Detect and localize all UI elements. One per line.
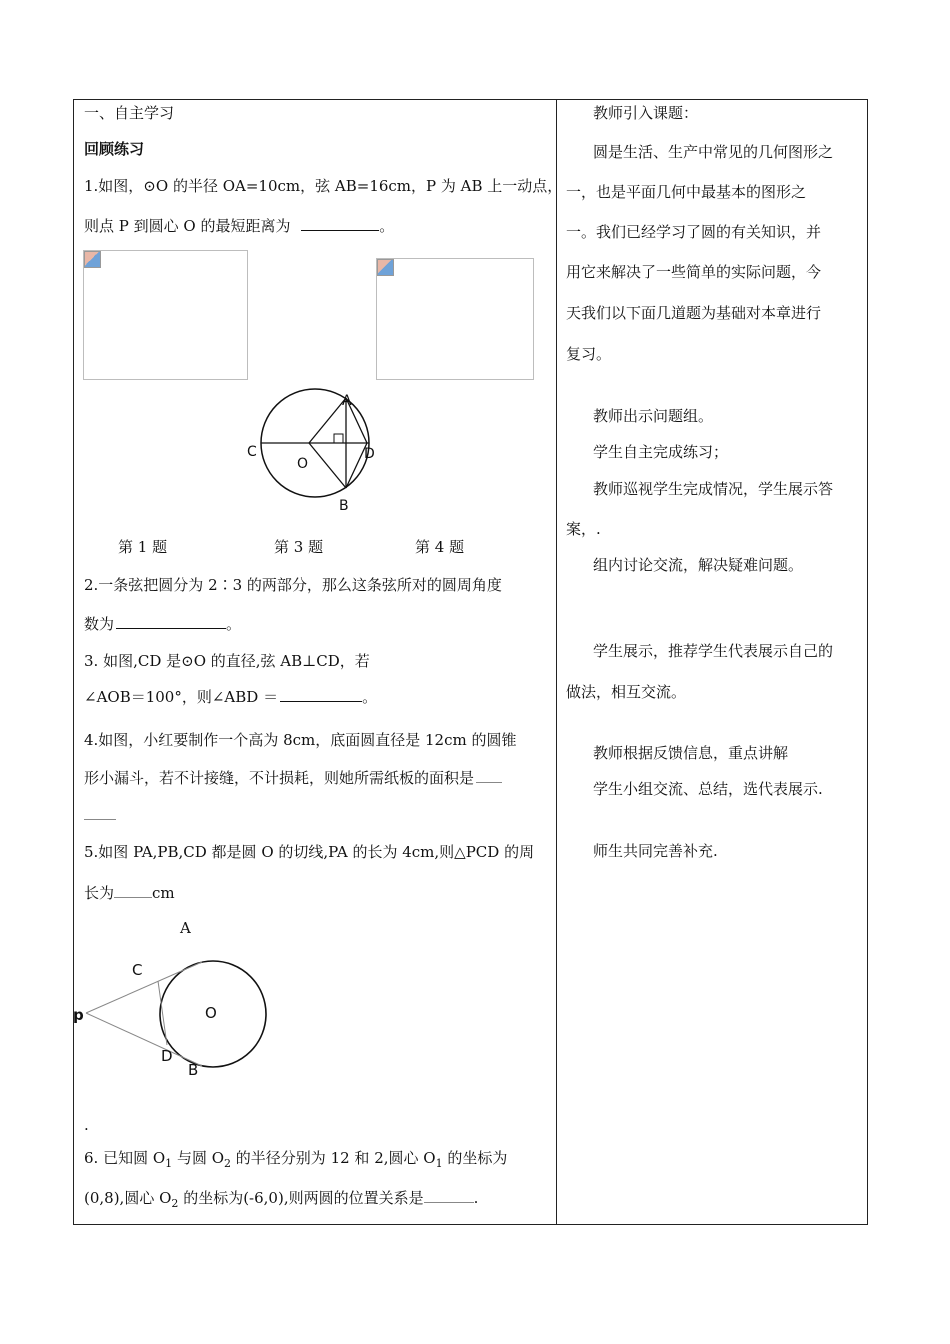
figure-4-caption: 第 4 题 <box>415 538 465 556</box>
teacher-inspects-line-2: 案，. <box>566 520 601 538</box>
tangent-point-b-label: B <box>188 1061 199 1079</box>
right-angle-mark <box>334 434 343 443</box>
tangent-line-pb <box>86 1013 202 1066</box>
answer-blank-6[interactable] <box>424 1188 474 1203</box>
tangent-point-d-label: D <box>161 1047 173 1065</box>
question-5-line1: 5.如图 PA,PB,CD 都是圆 O 的切线,PA 的长为 4cm,则△PCD 的周 <box>84 843 535 861</box>
stray-dot: . <box>84 1116 89 1134</box>
tangent-center-o-label: O <box>205 1004 217 1022</box>
question-1-line1: 1.如图，⊙O 的半径 OA=10cm，弦 AB=16cm，P 为 AB 上一动点， <box>84 177 563 195</box>
answer-blank-2[interactable] <box>116 614 226 629</box>
students-practice: 学生自主完成练习； <box>593 443 729 461</box>
question-6-part-b: 与圆 O <box>176 1149 225 1167</box>
subscript-2: 2 <box>224 1157 232 1170</box>
section-heading: 一、自主学习 <box>84 104 175 122</box>
figure-3-caption: 第 3 题 <box>274 538 324 556</box>
intro-line-3: 一。我们已经学习了圆的有关知识，并 <box>566 223 822 241</box>
question-6-part-f: 的坐标为(-6,0),则两圆的位置关系是 <box>183 1189 424 1207</box>
broken-image-icon <box>84 251 101 268</box>
intro-line-6: 复习。 <box>566 345 612 363</box>
point-c-label: C <box>247 444 257 460</box>
question-3-line2 <box>84 687 377 707</box>
group-summary: 学生小组交流、总结，选代表展示. <box>593 780 823 798</box>
question-2-line2 <box>84 614 241 634</box>
question-4-text: 形小漏斗，若不计接缝，不计损耗，则她所需纸板的面积是 <box>84 769 475 787</box>
lesson-table <box>73 99 868 1225</box>
student-present-line-2: 做法，相互交流。 <box>566 683 687 701</box>
student-present-line-1: 学生展示，推荐学生代表展示自己的 <box>593 642 834 660</box>
teacher-inspects-line-1: 教师巡视学生完成情况，学生展示答 <box>593 480 834 498</box>
joint-supplement: 师生共同完善补充. <box>593 842 718 860</box>
intro-line-2: 一，也是平面几何中最基本的图形之 <box>566 183 807 201</box>
question-1-end: 。 <box>379 217 395 235</box>
question-3-text: ∠AOB＝100°，则∠ABD ＝ <box>84 688 279 706</box>
answer-blank-1[interactable] <box>301 216 379 231</box>
question-6-part-d: 的坐标为 <box>447 1149 508 1167</box>
point-d-label: D <box>364 446 375 462</box>
question-6-part-e: (0,8),圆心 O <box>84 1189 172 1207</box>
tangent-point-p-label: p <box>73 1006 84 1024</box>
tangent-point-c-label: C <box>132 961 143 979</box>
point-a-label: A <box>342 393 352 409</box>
broken-image-icon <box>377 259 394 276</box>
figure-1-image-placeholder <box>83 250 248 380</box>
question-1-line2 <box>84 216 394 236</box>
question-6-line2 <box>84 1188 478 1214</box>
point-b-label: B <box>339 498 349 514</box>
group-discussion: 组内讨论交流，解决疑难问题。 <box>593 556 804 574</box>
answer-blank-3[interactable] <box>280 687 362 702</box>
question-5-text: 长为 <box>84 884 115 902</box>
radius-ob <box>309 443 346 488</box>
question-4-line1: 4.如图，小红要制作一个高为 8cm，底面圆直径是 12cm 的圆锥 <box>84 731 517 749</box>
answer-blank-4a[interactable] <box>476 768 502 783</box>
subscript-4: 2 <box>171 1197 179 1210</box>
figure-1-caption: 第 1 题 <box>118 538 168 556</box>
review-title: 回顾练习 <box>84 140 145 158</box>
answer-blank-4b[interactable] <box>84 805 116 820</box>
question-3-end: 。 <box>362 688 378 706</box>
question-6-end: . <box>473 1189 479 1207</box>
question-2-text: 数为 <box>84 615 115 633</box>
subscript-1: 1 <box>165 1157 173 1170</box>
question-5-line2 <box>84 883 175 903</box>
question-6-line1 <box>84 1148 507 1174</box>
question-4-line3 <box>84 805 116 825</box>
column-divider <box>556 100 557 1224</box>
intro-line-4: 用它来解决了一些简单的实际问题，今 <box>566 263 822 281</box>
tangent-diagram <box>74 945 274 1080</box>
question-6-part-c: 的半径分别为 12 和 2,圆心 O <box>235 1149 436 1167</box>
question-5-unit: cm <box>152 884 175 902</box>
answer-blank-5[interactable] <box>114 883 152 898</box>
subscript-3: 1 <box>435 1157 443 1170</box>
figure-3-image-placeholder <box>376 258 534 380</box>
teacher-shows-questions: 教师出示问题组。 <box>593 407 714 425</box>
teacher-intro: 教师引入课题： <box>593 104 699 122</box>
tangent-line-pa <box>86 962 202 1013</box>
intro-line-1: 圆是生活、生产中常见的几何图形之 <box>593 143 834 161</box>
question-1-text: 则点 P 到圆心 O 的最短距离为 <box>84 217 291 235</box>
point-o-label: O <box>297 456 309 472</box>
question-2-line1: 2.一条弦把圆分为 2∶3 的两部分，那么这条弦所对的圆周角度 <box>84 576 502 594</box>
teacher-feedback: 教师根据反馈信息，重点讲解 <box>593 744 789 762</box>
tangent-point-a-label: A <box>180 919 191 937</box>
question-2-end: 。 <box>226 615 242 633</box>
radius-oa <box>309 398 346 443</box>
intro-line-5: 天我们以下面几道题为基础对本章进行 <box>566 304 822 322</box>
question-4-line2 <box>84 768 502 788</box>
question-3-line1: 3. 如图,CD 是⊙O 的直径,弦 AB⊥CD，若 <box>84 652 370 670</box>
question-6-part-a: 6. 已知圆 O <box>84 1149 166 1167</box>
